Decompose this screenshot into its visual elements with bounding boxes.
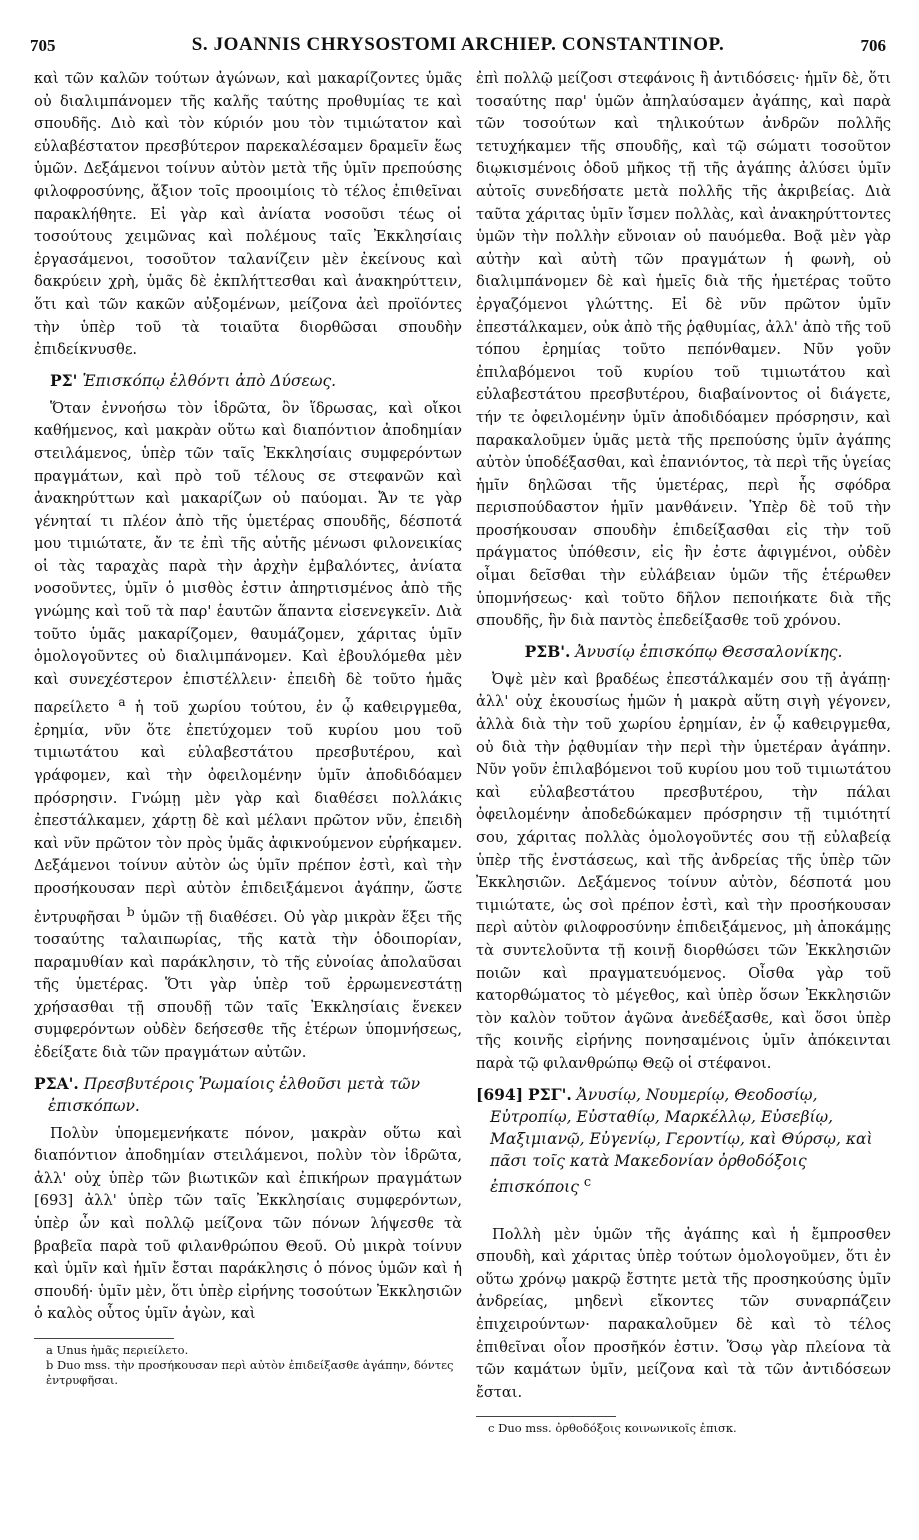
letter-heading <box>34 1073 462 1117</box>
paragraph-text: Ὅταν ἐννοήσω τὸν ἱδρῶτα, ὃν ἵδρωσας, καὶ οἴκοι καθήμενος, καὶ μακρὰν οὕτω καὶ διαπόντιον ἀποδημίαν στειλάμενος, ὑπὲρ τῶν ταῖς Ἐκκλησίαις συμφερόντων πραγμάτων, καὶ πρὸ τοῦ τέλους σε στεφανῶν καὶ ἀνακηρύττων καὶ μακαρίζων οὐ παύομαι. Ἄν τε γὰρ γένηταί τι πλέον ἀπὸ τῆς ὑμετέρας σπουδῆς, δέσποτά μου τιμιώτατε, ἄν τε ἐπὶ τῆς αὐτῆς μένωσι φιλονεικίας οἱ τὰς ταραχὰς παρὰ τὴν ἀρχὴν ἐμβαλόντες, ἀνίατα νοσοῦντες, ὑμῖν ὁ μισθὸς ἐστιν ἀπηρτισμένος ἀπὸ τῆς γνώμης καὶ τοῦ τὰ παρ' ἑαυτῶν ἅπαντα εἰσενεγκεῖν. Διὰ τοῦτο ὑμᾶς μακαρίζομεν, θαυμάζομεν, χάριτας ὑμῖν ὁμολογοῦντες οὐ διαλιμπάνομεν. Καὶ ἐβουλόμεθα μὲν καὶ συνεχέστερον ἐπιστέλλειν· ἐπειδὴ δὲ τοῦτο ἡμᾶς παρείλετο <box>34 399 462 717</box>
right-column <box>476 68 891 1436</box>
paragraph: καὶ τῶν καλῶν τούτων ἀγώνων, καὶ μακαρίζοντες ὑμᾶς οὐ διαλιμπάνομεν τῆς καλῆς ταύτης προθυμίας τε καὶ σπουδῆς. Διὸ καὶ τὸν κύριόν μου τὸν τιμιώτατον καὶ εὐλαβέστατον πρεσβύτερον παρεκαλέσαμεν δραμεῖν ἕως ὑμῶν. Δεξάμενοι τοίνυν αὐτὸν μετὰ τῆς ὑμῖν πρεπούσης φιλοφροσύνης, ἄξιον τοῖς προοιμίοις τὸ τέλος ἐπιθεῖναι παρακλήθητε. Εἰ γὰρ καὶ ἀνίατα νοσοῦσι τέως οἱ τοσούτους χειμῶνας καὶ πολέμους ταῖς Ἐκκλησίαις ἐργασάμενοι, τοσοῦτον ταλανίζειν μὲν ἐκείνους καὶ δακρύειν χρὴ, ὑμᾶς δὲ ἐκπλήττεσθαι καὶ ἀνακηρύττειν, ὅτι καὶ τῶν κακῶν αὐξομένων, μείζονα ἀεὶ προϊόντες τὴν ὑπὲρ τοῦ τὰ τοιαῦτα διορθῶσαι σπουδὴν ἐπιδείκνυσθε. <box>34 70 462 359</box>
page-reference: [693] <box>34 1192 74 1210</box>
left-column <box>34 68 462 1388</box>
paragraph-text: ὑμῶν τῇ διαθέσει. Οὐ γὰρ μικρὰν ἕξει τῆς τοσαύτης ταλαιπωρίας, τῆς κατὰ τὴν ὁδοιπορίαν, παραμυθίαν καὶ παράκλησιν, τὸ τῆς εὐνοίας ἀπολαῦσαι τῆς ὑμετέρας. Ὅτι γὰρ ὑπὲρ τοῦ ἐρρωμενεστάτῃ χρήσασθαι τῇ σπουδῇ τῶν ταῖς Ἐκκλησίαις ἕνεκεν συμφερόντων οὐδὲν δεήσεσθε τῆς ἑτέρων ὑπομνήσεως, ἐδείξατε διὰ τῶν πραγμάτων αὐτῶν. <box>34 908 463 1062</box>
paragraph-text: ἀλλ' ὑπὲρ τῶν ταῖς Ἐκκλησίαις συμφερόντων, ὑπὲρ ὧν καὶ πολλῷ μείζονα τῶν πόνων λήψεσθε τὰ βραβεῖα παρὰ τοῦ φιλανθρώπου Θεοῦ. Οὐ μικρὰ τοίνυν καὶ ὑμῖν καὶ ἡμῖν ἔσται παράκλησις ὁ πόνος ὑμῶν καὶ ἡ σπουδή· ὑμῖν μὲν, ὅτι ὑπὲρ εἰρήνης τοσούτων Ἐκκλησιῶν ὁ καλὸς οὗτος ὑμῖν ἀγὼν, καὶ <box>34 1192 462 1323</box>
letter-title: Ἀνυσίῳ ἐπισκόπῳ Θεσσαλονίκης. <box>575 642 843 661</box>
letter-number: ΡΣΒ'. <box>524 641 571 661</box>
letter-heading <box>34 370 462 392</box>
footnote: a Unus ἡμᾶς περιείλετο. <box>46 1343 189 1357</box>
footnote: c Duo mss. ὀρθοδόξοις κοινωνικοῖς ἐπισκ. <box>488 1421 737 1436</box>
paragraph <box>34 398 462 1065</box>
paragraph <box>34 1123 462 1326</box>
paragraph-text: Πολὺν ὑπομεμενήκατε πόνον, μακρὰν οὕτω καὶ διαπόντιον ἀποδημίαν στειλάμενοι, πολὺν τὸν ἱδρῶτα, ἀλλ' οὐχ ὑπὲρ τῶν βιωτικῶν καὶ ἐπικήρων πραγμάτων <box>34 1124 462 1187</box>
letter-number: ΡΣΓ'. <box>527 1084 572 1104</box>
paragraph: ἐπὶ πολλῷ μείζοσι στεφάνοις ἢ ἀντιδόσεις· ἡμῖν δὲ, ὅτι τοσαύτης παρ' ὑμῶν ἀπηλαύσαμεν ἀγάπης, καὶ παρὰ τῶν τοσούτων καὶ τηλικούτων ἀνδρῶν πολλῆς τετυχήκαμεν τῆς σπουδῆς, καὶ τῷ σώματι τοσοῦτον διῳκισμένοις ὁδοῦ μῆκος τῇ τῆς ἀγάπης ἀλύσει ὑμῖν αὐτοῖς συνεδήσατε μετὰ πολλῆς τῆς ἀκριβείας. Διὰ ταῦτα χάριτας ὑμῖν ἴσμεν πολλὰς, καὶ ἀνακηρύττοντες ὑμῶν τὴν πολλὴν εὔνοιαν οὐ παυόμεθα. Βοᾷ μὲν γὰρ αὐτὴν καὶ αὐτὴ τῶν πραγμάτων ἡ φωνὴ, οὐ διαλιμπάνομεν δὲ καὶ ἡμεῖς διὰ τῆς ἡμετέρας τοῦτο ἐργαζόμενοι γλώττης. Εἰ δὲ νῦν πρῶτον ὑμῖν ἐπεστάλκαμεν, οὐκ ἀπὸ τῆς ῥᾳθυμίας, ἀλλ' ἀπὸ τῆς τοῦ τόπου ἐρημίας τοῦτο πεπόνθαμεν. Νῦν γοῦν ἐπιλαβόμενοι τοῦ κυρίου τοῦ τιμιωτάτου καὶ εὐλαβεστάτου πρεσβυτέρου, διαβαίνοντος οἱ διάγετε, τήν τε ὀφειλομένην ὑμῖν ἀποδιδόαμεν πρόσρησιν, καὶ παρακαλοῦμεν ὑμᾶς μετὰ τῆς πρεπούσης ὑμῖν ἀγάπης αὐτὸν ὑποδέξασθαι, καὶ ἐπανιόντος, τὰ περὶ τῆς ὑγείας ἡμῖν δηλῶσαι τῆς ὑμετέρας, περὶ ἧς σφόδρα περισπούδαστον ἡμῖν μανθάνειν. Ὑπὲρ δὲ τοῦ τὴν προσήκουσαν σπουδὴν ἐπιδείξασθαι εἰς τὴν τοῦ πράγματος ὑπόθεσιν, εἰς ἣν ἐστε ἀφιγμένοι, οὐδὲν οἶμαι δεῖσθαι τὴν εὐλάβειαν ὑμῶν τῆς ἑτέρωθεν ὑπομνήσεως· καὶ τοῦτο δῆλον πεποιήκατε διὰ τῆς σπουδῆς, ἣν διὰ παντὸς ἐπεδείξασθε τοῦ χρόνου. <box>476 70 891 630</box>
paragraph-text: ἡ τοῦ χωρίου τούτου, ἐν ᾧ καθειργμεθα, ἐρημία, νῦν ὅτε ἐπετύχομεν τοῦ κυρίου μου τοῦ τιμιωτάτου καὶ εὐλαβεστάτου πρεσβυτέρου, καὶ γράφομεν, καὶ τὴν ὀφειλομένην ὑμῖν ἀποδιδόαμεν πρόσρησιν. Γνώμῃ μὲν γὰρ καὶ διαθέσει πολλάκις ἐπεστάλκαμεν, χάρτῃ δὲ καὶ μέλανι πρῶτον νῦν, ἐπειδὴ καὶ νῦν πρῶτον τὸν πρὸς ὑμᾶς ἀφικνούμενον εὑρήκαμεν. Δεξάμενοι τοίνυν αὐτὸν ὡς ὑμῖν πρέπον ἐστὶ, καὶ τὴν προσήκουσαν περὶ αὐτὸν ἐπιδειξάμενοι ἀγάπην, ὥστε ἐντρυφῆσαι <box>34 699 463 926</box>
paragraph: Πολλὴ μὲν ὑμῶν τῆς ἀγάπης καὶ ἡ ἔμπροσθεν σπουδὴ, καὶ χάριτας ὑπὲρ τούτων ὁμολογοῦμεν, ὅτι ἐν οὕτω χρόνῳ μακρῷ ἔστητε μετὰ τῆς προσηκούσης ὑμῖν ἀνδρείας, μηδενὶ εἴκοντες τῶν συναρπάζειν ἐπιχειρούντων· παρακαλοῦμεν δὲ καὶ τὸ τέλος ἐπιθεῖναι οἷον προσῆκόν ἐστιν. Ὅσῳ γὰρ πλείονα τὰ τῶν καμάτων ὑμῖν, μείζονα καὶ τὰ τῶν ἀντιδόσεων ἔσται. <box>476 1225 891 1401</box>
letter-number: ΡΣΑ'. <box>34 1073 79 1093</box>
footnote: b Duo mss. τὴν προσήκουσαν περὶ αὐτὸν ἐπιδείξασθε ἀγάπην, δόντες ἐντρυφῆσαι. <box>46 1358 454 1387</box>
page-header <box>30 32 886 60</box>
page-number-right: 706 <box>860 36 886 55</box>
letter-heading <box>476 641 891 663</box>
running-title: S. JOANNIS CHRYSOSTOMI ARCHIEP. CONSTANTINOP. <box>191 34 725 55</box>
footnote-mark: a <box>118 695 126 710</box>
footnote-rule <box>34 1338 174 1339</box>
footnote-mark: b <box>126 904 135 919</box>
letter-title: Ἐπισκόπῳ ἐλθόντι ἀπὸ Δύσεως. <box>82 371 337 390</box>
letter-heading <box>476 1084 891 1198</box>
letter-title: Πρεσβυτέροις Ῥωμαίοις ἐλθοῦσι μετὰ τῶν ἐπισκόπων. <box>48 1074 420 1115</box>
page-number-left: 705 <box>30 36 56 55</box>
letter-number: ΡΣ' <box>50 370 78 390</box>
paragraph: Ὀψὲ μὲν καὶ βραδέως ἐπεστάλκαμέν σου τῇ ἀγάπῃ· ἀλλ' οὐχ ἑκουσίως ἡμῶν ἡ μακρὰ αὕτη σιγὴ γέγονεν, ἀλλὰ διὰ τὴν τοῦ χωρίου ἐρημίαν, ἐν ᾧ καθειργμεθα, οὐ διὰ τὴν ῥᾳθυμίαν τὴν περὶ τὴν ὑμετέραν ἀγάπην. Νῦν γοῦν ἐπιλαβόμενοι τοῦ κυρίου μου τοῦ τιμιωτάτου καὶ εὐλαβεστάτου πρεσβυτέρου, τὴν πάλαι ὀφειλομένην ἀποδεδώκαμεν πρόσρησιν τῇ τιμιότητί σου, χάριτας πολλὰς ὁμολογοῦντές σου τῇ εὐλαβείᾳ ὑπὲρ τῆς ἐνστάσεως, καὶ τῆς ἀνδρείας τῆς ὑπὲρ τῶν Ἐκκλησιῶν. Δεξάμενος τοίνυν αὐτὸν, δέσποτά μου τιμιώτατε, ὡς σοὶ πρέπον ἐστὶ, καὶ τὴν προσήκουσαν περὶ αὐτὸν φιλοφροσύνην ἐπιδειξάμενος, μὴ ἀποκάμῃς τὰ συντελοῦντα τῇ κοινῇ διορθώσει τῶν Ἐκκλησιῶν ποιῶν καὶ πραγματευόμενος. Οἶσθα γὰρ τοῦ κατορθώματος τὸ μέγεθος, καὶ ὑπὲρ ὅσων Ἐκκλησιῶν τὸν καλὸν τοῦτον ἀγῶνα ἀνεδέξασθε, καὶ ὅσοι ὑπὲρ τῆς κοινῆς εἰρήνης πονησαμένοις ὑμῖν ἀπόκεινται παρὰ τῷ φιλανθρώπῳ Θεῷ οἱ στέφανοι. <box>476 670 891 1072</box>
footnote-mark: c <box>583 1174 592 1190</box>
spacer <box>476 1204 891 1224</box>
footnote-rule <box>476 1416 616 1417</box>
letter-title: Ἀνυσίῳ, Νουμερίῳ, Θεοδοσίῳ, Εὐτροπίῳ, Εὐσταθίῳ, Μαρκέλλῳ, Εὐσεβίῳ, Μαξιμιανῷ, Εὐγενίῳ, Γεροντίῳ, καὶ Θύρσῳ, καὶ πᾶσι τοῖς κατὰ Μακεδονίαν ὀρθοδόξοις ἐπισκόποις <box>490 1085 873 1196</box>
page-reference: [694] <box>476 1084 524 1104</box>
